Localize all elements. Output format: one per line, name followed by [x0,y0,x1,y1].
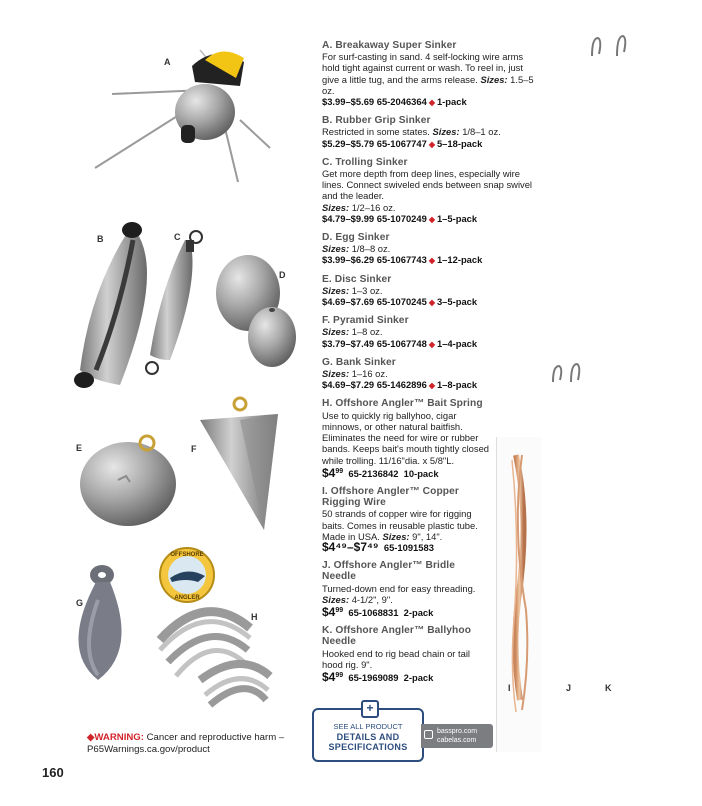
warning-url[interactable]: P65Warnings.ca.gov/product [87,744,210,755]
product-f [322,315,540,350]
product-desc-wrap [322,243,540,254]
sku: 65-1462896 [376,379,427,391]
price-range: $4⁴⁹–$7⁴⁹ [322,539,379,554]
figure-letter-f: F [191,444,197,454]
sku: 65-1067747 [376,137,427,149]
product-desc-wrap [322,508,492,542]
sizes-label: Sizes: [432,126,460,138]
figure-letter-d: D [279,270,286,280]
ballyhoo-needle-image [592,36,625,752]
product-title: D. Egg Sinker [322,232,390,244]
badge-text-top: OFFSHORE [170,552,204,558]
sizes-label: Sizes: [480,73,508,85]
price: $3.79–$7.49 [322,337,375,349]
figure-letter-e: E [76,443,83,453]
spec-big-text [314,732,422,752]
pack: 2-pack [403,671,434,683]
rubber-grip-sinker-image [74,222,147,388]
pack: 1–4-pack [436,337,478,349]
price-line [322,96,540,108]
instagram-icon [424,730,433,739]
product-sizes: 1–8 oz. [351,326,383,338]
sku: 65-1068831 [348,606,399,618]
product-desc: Turned-down end for easy threading. [322,582,476,594]
product-title: B. Rubber Grip Sinker [322,115,431,127]
pack: 1–5-pack [436,212,478,224]
price-line [322,338,540,350]
sku: 65-1067743 [376,254,427,266]
url-basspro[interactable]: basspro.com [437,728,478,735]
product-title: K. Offshore Angler™ Ballyhoo Needle [322,625,472,648]
price-line [322,605,487,618]
product-e [322,274,540,309]
price-line [322,254,540,266]
product-c [322,157,540,225]
price-line [322,296,540,308]
price-cents: 99 [335,606,344,614]
product-listing [322,40,540,690]
product-desc-wrap [322,285,540,296]
figure-letter-a: A [164,57,171,67]
sizes-label: Sizes: [322,243,350,255]
figure-letter-k: K [605,683,612,693]
price-cents: 99 [335,671,344,679]
sku: 65-1070245 [376,296,427,308]
price-line [322,466,498,479]
pack: 1-pack [436,96,467,108]
product-i [322,486,492,553]
pack: 2-pack [403,606,434,618]
price: $4.69–$7.69 [322,296,375,308]
price-line [322,539,492,554]
price: $3.99–$5.69 [322,96,375,108]
warning-label: ◆WARNING: [87,732,144,743]
diamond-icon: ◆ [428,139,435,149]
disc-sinker-image [80,436,176,526]
price-cents: 99 [335,467,344,475]
product-desc-wrap [322,368,540,379]
diamond-icon: ◆ [428,381,435,391]
website-links [421,724,493,748]
product-desc-wrap [322,168,540,213]
sizes-label: Sizes: [322,326,350,338]
product-title: J. Offshore Angler™ Bridle Needle [322,560,455,583]
bridle-needle-image [553,364,579,752]
product-sizes: 1/2–16 oz. [351,201,396,213]
price-line [322,138,540,150]
diamond-icon: ◆ [428,214,435,224]
product-sizes: 1/8–1 oz. [462,126,501,138]
product-d [322,232,540,267]
figure-letter-i: I [508,683,511,693]
diamond-icon: ◆ [428,339,435,349]
figure-letter-c: C [174,232,181,242]
product-sizes: 1/8–8 oz. [351,243,391,255]
sku: 65-2136842 [348,467,399,479]
product-desc-wrap [322,126,540,137]
product-title: F. Pyramid Sinker [322,315,409,327]
product-desc: Get more depth from deep lines, especially wire lines. Connect swiveled ends between snap swivel and the leader. [322,168,533,202]
sizes-label: Sizes: [322,284,350,296]
prop65-warning [87,732,284,756]
product-desc: Hooked end to rig bead chain or tail hood rig. 9". [322,647,471,670]
price: $4.79–$9.99 [322,212,375,224]
breakaway-sinker-image [95,50,270,182]
pack: 3–5-pack [436,296,478,308]
spec-line-2: SPECIFICATIONS [328,742,408,752]
product-sizes: 4-1/2", 9". [351,593,393,605]
pack: 10-pack [403,467,439,479]
url-cabelas[interactable]: cabelas.com [437,737,477,744]
sku: 65-1969089 [348,671,399,683]
badge-text-bottom: ANGLER [174,595,200,601]
product-j [322,560,487,618]
price: $4.69–$7.29 [322,379,375,391]
product-title: E. Disc Sinker [322,273,392,285]
bait-spring-image [160,612,270,705]
sku: 65-2046364 [376,96,427,108]
product-sizes: 1–16 oz. [351,368,388,380]
egg-sinker-image [216,255,296,367]
price-dollars: $4 [322,465,336,480]
diamond-icon: ◆ [428,298,435,308]
pack: 1–12-pack [436,254,483,266]
diamond-icon: ◆ [428,256,435,266]
sku: 65-1070249 [376,212,427,224]
price-line [322,670,487,683]
price-dollars: $4 [322,604,336,619]
product-title: I. Offshore Angler™ Copper Rigging Wire [322,485,459,509]
plus-icon: + [361,700,379,718]
product-k [322,625,487,683]
product-desc: 50 strands of copper wire for rigging baits. Comes in reusable plastic tube. Made in USA. [322,508,478,542]
product-sizes: 1.5–5 oz. [322,73,534,96]
sizes-label: Sizes: [322,368,350,380]
figure-letter-j: J [566,683,572,693]
product-g [322,357,540,392]
price-line [322,379,540,391]
warning-text: Cancer and reproductive harm – [146,732,285,743]
offshore-angler-badge [160,548,214,602]
figure-letter-b: B [97,234,104,244]
price-line [322,213,540,225]
product-title: A. Breakaway Super Sinker [322,40,457,51]
product-desc: For surf-casting in sand. 4 self-locking wire arms hold tight against current or wash. To reel in, just give a little tug, and the arms release. [322,51,524,85]
product-sizes: 1–3 oz. [351,284,383,296]
sku: 65-1067748 [376,337,427,349]
sku: 65-1091583 [383,541,434,553]
product-desc-wrap [322,326,540,337]
price-dollars: $4 [322,669,336,684]
pack: 1–8-pack [436,379,478,391]
spec-line-1: DETAILS AND [336,732,400,742]
price: $5.29–$5.79 [322,137,375,149]
product-a [322,40,540,108]
pyramid-sinker-image [200,398,278,530]
sizes-label: Sizes: [382,530,410,542]
product-title: C. Trolling Sinker [322,156,408,168]
page-number: 160 [42,765,64,780]
pack: 5–18-pack [436,137,483,149]
product-desc-wrap [322,51,540,96]
product-desc: Use to quickly rig ballyhoo, cigar minnows, or other natural baitfish. Eliminates the need for wire or rubber bands. Keeps bait's mouth tightly closed while trolling. 11/16"dia. x 5/8"L. [322,409,489,466]
figure-letter-h: H [251,612,258,622]
product-title: G. Bank Sinker [322,356,396,368]
price: $3.99–$6.29 [322,254,375,266]
product-b [322,115,540,150]
product-desc-wrap [322,583,487,605]
diamond-icon: ◆ [428,98,435,108]
sizes-label: Sizes: [322,201,350,213]
sizes-label: Sizes: [322,593,350,605]
spec-small-text: SEE ALL PRODUCT [333,722,403,731]
see-all-details-button[interactable] [312,701,424,762]
product-sizes: 9", 14". [412,530,443,542]
trolling-sinker-image [146,231,202,374]
product-h [322,398,498,478]
figure-letter-g: G [76,598,84,608]
product-title: H. Offshore Angler™ Bait Spring [322,398,483,410]
bank-sinker-image [78,565,121,680]
product-desc: Restricted in some states. [322,126,430,138]
